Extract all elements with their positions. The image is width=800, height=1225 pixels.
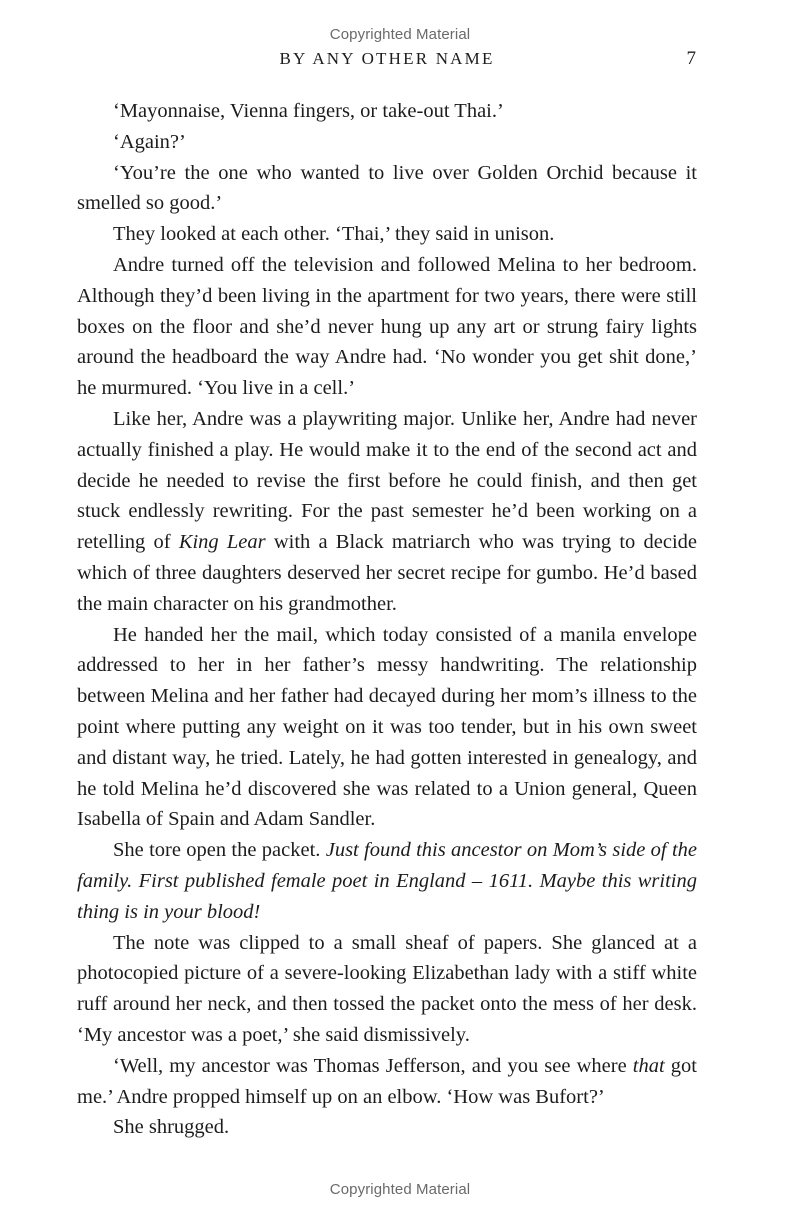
text-segment: The note was clipped to a small sheaf of papers. She glanced at a photocopied picture of a severe-looking Elizabethan lady with a stiff white ruff around her neck, and then tossed the packet onto the mess of her desk. ‘My ancestor was a poet,’ she said dismissively.: [77, 931, 697, 1046]
paragraph: [77, 127, 697, 158]
paragraph: [77, 1051, 697, 1113]
text-segment: They looked at each other. ‘Thai,’ they said in unison.: [113, 223, 555, 246]
text-segment: ‘Mayonnaise, Vienna fingers, or take-out Thai.’: [113, 100, 504, 122]
text-segment: got me.’ Andre propped himself up on an elbow. ‘How was Bufort?’: [77, 1054, 697, 1108]
text-segment: ‘Again?’: [113, 130, 186, 153]
text-segment: She tore open the packet.: [113, 839, 326, 862]
paragraph: [77, 1112, 697, 1143]
text-segment: She shrugged.: [113, 1116, 230, 1139]
text-segment: Andre turned off the television and followed Melina to her bedroom. Although they’d been living in the apartment for two years, there were still boxes on the floor and she’d never hung up any art or strung fairy lights around the headboard the way Andre had. ‘No wonder you get shit done,’ he murmured. ‘You live in a cell.’: [77, 253, 697, 400]
page-number: 7: [686, 48, 696, 69]
text-segment: He handed her the mail, which today consisted of a manila envelope addressed to her in her father’s messy handwriting. The relationship between Melina and her father had decayed during her mom’s illness to the point where putting any weight on it was too tender, but in his own sweet and distant way, he tried. Lately, he had gotten interested in genealogy, and he told Melina he’d discovered she was related to a Union general, Queen Isabella of Spain and Adam Sandler.: [77, 623, 697, 831]
copyright-watermark-top: Copyrighted Material: [329, 26, 471, 43]
italic-note: Just found this ancestor on Mom’s side of the family. First published female poet in England – 1611. Maybe this writing thing is in your blood!: [77, 839, 697, 923]
text-segment: ‘Well, my ancestor was Thomas Jefferson, and you see where: [113, 1054, 633, 1077]
paragraph: [77, 96, 697, 127]
paragraph: [77, 158, 697, 220]
copyright-watermark-bottom: Copyrighted Material: [329, 1181, 471, 1198]
text-segment: ‘You’re the one who wanted to live over Golden Orchid because it smelled so good.’: [77, 161, 697, 215]
text-segment: Like her, Andre was a playwriting major. Unlike her, Andre had never actually finished a play. He would make it to the end of the second act and decide he needed to revise the first before he could finish, and then get stuck endlessly rewriting. For the past semester he’d been working on a retelling of: [77, 407, 697, 554]
paragraph: [77, 250, 697, 404]
text-segment: with a Black matriarch who was trying to decide which of three daughters deserved her secret recipe for gumbo. He’d based the main character on his grandmother.: [77, 531, 697, 615]
running-header: [77, 48, 697, 72]
paragraph: [77, 219, 697, 250]
paragraph: [77, 835, 697, 927]
body-text: [77, 96, 697, 1143]
book-title: BY ANY OTHER NAME: [279, 49, 495, 68]
paragraph: [77, 928, 697, 1051]
paragraph: [77, 404, 697, 620]
italic-emphasis: that: [632, 1054, 665, 1077]
italic-title: King Lear: [178, 531, 266, 554]
paragraph: [77, 620, 697, 836]
